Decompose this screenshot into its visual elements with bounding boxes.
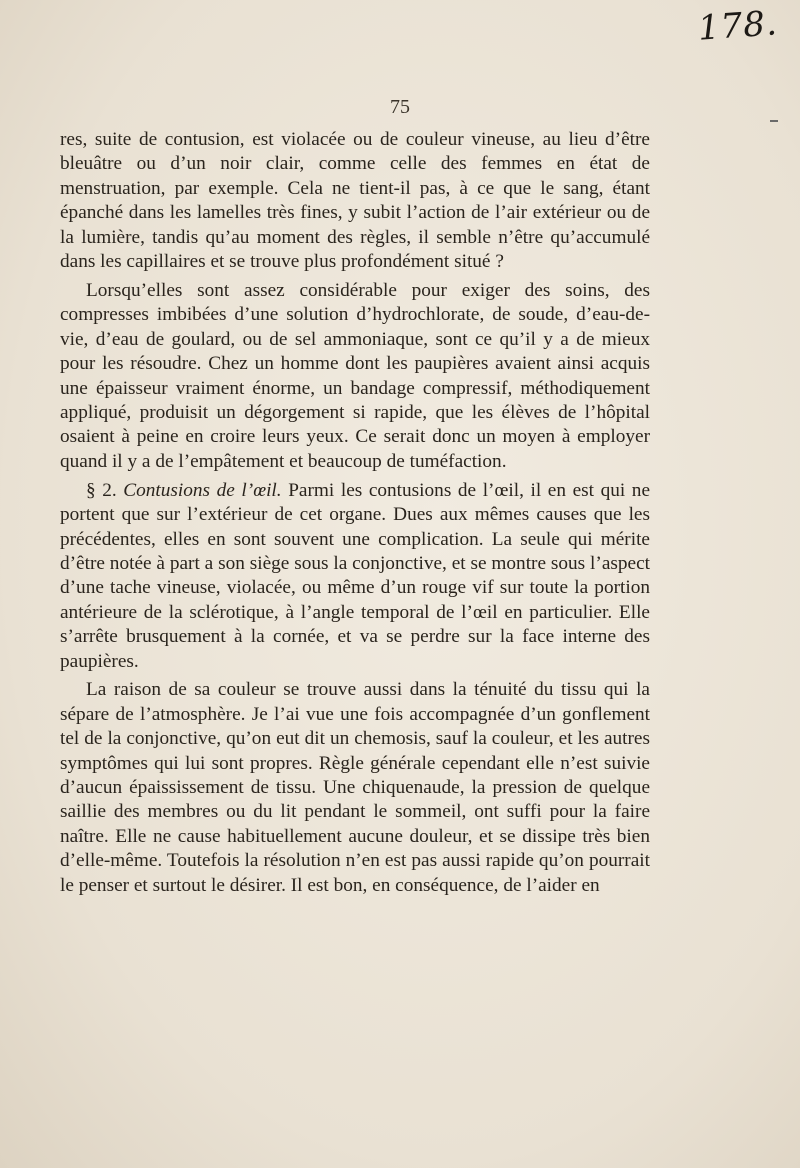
page-number: 75 (390, 96, 410, 118)
section-paragraph (60, 479, 650, 674)
margin-mark (770, 120, 778, 122)
section-title: Contusions de l’œil. (123, 479, 282, 501)
paragraph-4: La raison de sa couleur se trouve aussi dans la ténuité du tissu qui la sépare de l’atmosphère. Je l’ai vue une fois accompagnée d’un gonflement tel de la conjonctive, qu’on eut dit un chemosis, sauf la couleur, et les autres symptômes qui lui sont propres. Règle générale cependant elle n’est suivie d’aucun épaississement de tissu. Une chiquenaude, la pression de quelque saillie des membres ou du lit pendant le sommeil, ont suffi pour la faire naître. Elle ne cause habituellement aucune douleur, et se dissipe très bien d’elle-même. Toutefois la résolution n’en est pas aussi rapide qu’on pourrait le penser et surtout le désirer. Il est bon, en conséquence, de l’aider en (60, 679, 650, 896)
handwritten-folio-number: 178. (696, 3, 780, 49)
section-body: Parmi les contusions de l’œil, il en est qui ne portent que sur l’extérieur de cet organe. Dues aux mêmes causes que les précédentes, elles en sont souvent une complication. La seule qui mérite d’être notée à part a son siège sous la conjonctive, et se montre sous l’aspect d’une tache vineuse, violacée, ou même d’un rouge vif sur toute la portion antérieure de la sclérotique, à l’angle temporal de l’œil en particulier. Elle s’arrête brusquement à la cornée, et va se perdre sur la face interne des paupières. (60, 479, 651, 672)
section-number: § 2. (86, 479, 117, 501)
paragraph-2: Lorsqu’elles sont assez considérable pour exiger des soins, des compresses imbibées d’une solution d’hydrochlorate, de soude, d’eau-de-vie, d’eau de goulard, ou de sel ammoniaque, sont ce qu’il y a de mieux pour les résoudre. Chez un homme dont les paupières avaient ainsi acquis une épaisseur vraiment énorme, un bandage compressif, méthodiquement appliqué, produisit un dégorgement si rapide, que les élèves de l’hôpital osaient à peine en croire leurs yeux. Ce serait donc un moyen à employer quand il y a de l’empâtement et beaucoup de tuméfaction. (60, 279, 650, 472)
paragraph-1: res, suite de contusion, est violacée ou de couleur vineuse, au lieu d’être bleuâtre ou d’un noir clair, comme celle des femmes en état de menstruation, par exemple. Cela ne tient-il pas, à ce que le sang, étant épanché dans les lamelles très fines, y subit l’action de l’air extérieur ou de la lumière, tandis qu’au moment des règles, il semble n’être qu’accumulé dans les capillaires et se trouve plus profondément situé ? (60, 129, 650, 273)
body-text (60, 128, 650, 903)
